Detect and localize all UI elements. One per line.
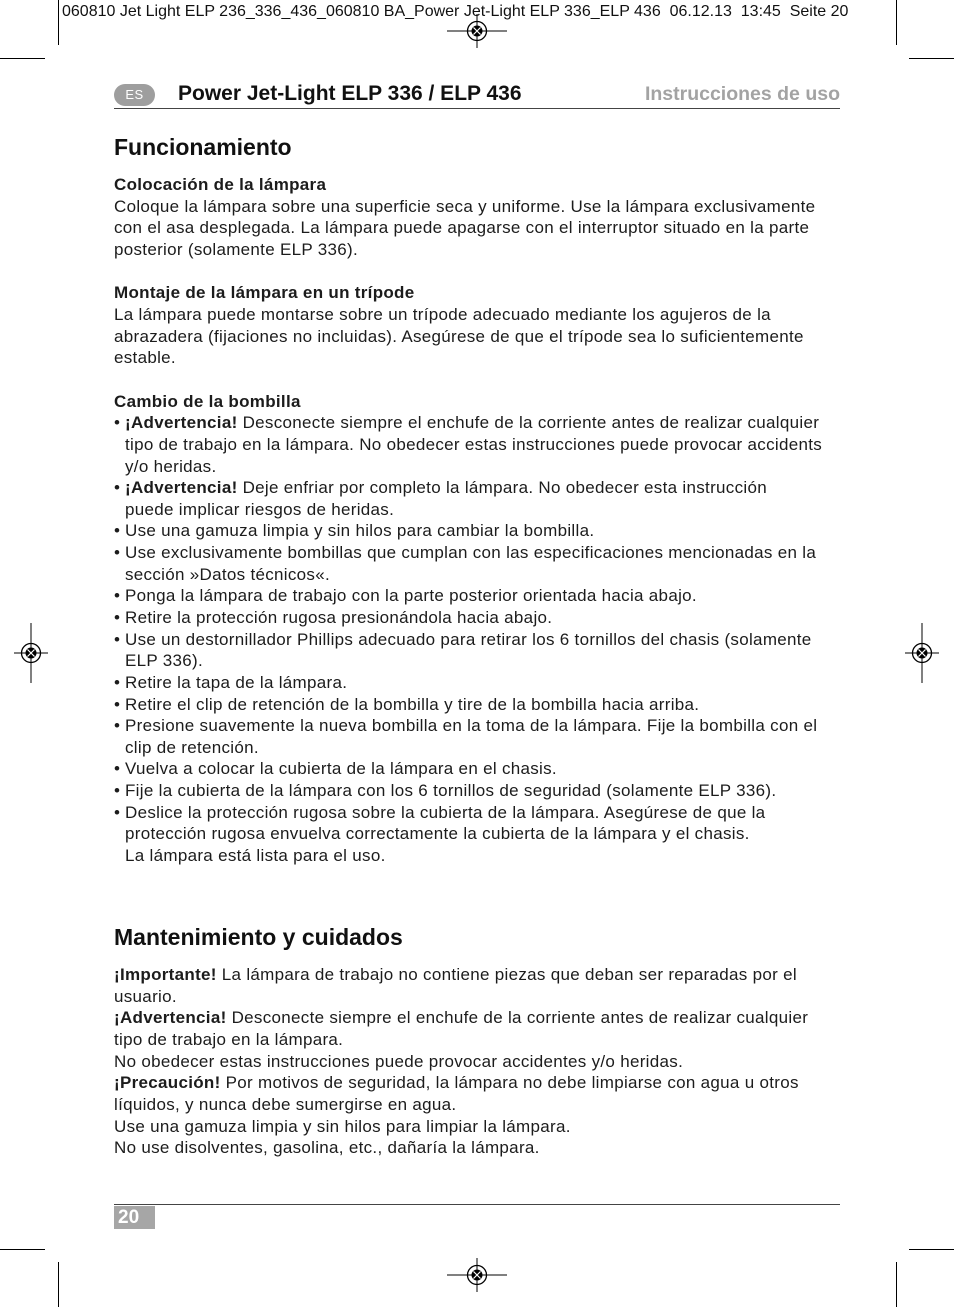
body-line-text: La lámpara de trabajo no contiene piezas que deban ser reparadas por el: [221, 965, 797, 985]
body-line: con el asa desplegada. La lámpara puede apagarse con el interruptor situado en la parte: [114, 218, 810, 238]
list-item-text: Use un destornillador Phillips adecuado para retirar los 6 tornillos del chasis (solamente: [125, 629, 812, 649]
list-item: [114, 758, 840, 780]
body-line: usuario.: [114, 986, 177, 1006]
body-line: Coloque la lámpara sobre una superficie seca y uniforme. Use la lámpara exclusivamente: [114, 196, 816, 216]
list-item-continuation: clip de retención.: [125, 737, 259, 757]
body-line: La lámpara puede montarse sobre un trípode adecuado mediante los agujeros de la: [114, 305, 771, 325]
subheading-tripod-mounting: Montaje de la lámpara en un trípode: [114, 283, 415, 303]
bullet-marker: [114, 780, 120, 802]
bullet-marker: [114, 802, 120, 824]
body-line: estable.: [114, 348, 176, 368]
header-rule: [114, 108, 840, 109]
list-item: [114, 542, 840, 564]
list-item: [114, 715, 840, 737]
list-item: [114, 780, 840, 802]
list-item-text: Ponga la lámpara de trabajo con la parte posterior orientada hacia abajo.: [125, 586, 697, 606]
list-item-text: Deje enfriar por completo la lámpara. No obedecer esta instrucción: [242, 478, 767, 498]
list-item-text: Deslice la protección rugosa sobre la cubierta de la lámpara. Asegúrese de que la: [125, 802, 766, 822]
bullet-marker: [114, 520, 120, 542]
bullet-marker: [114, 607, 120, 629]
body-line: No use disolventes, gasolina, etc., dañaría la lámpara.: [114, 1138, 540, 1158]
subheading-lamp-placement: Colocación de la lámpara: [114, 175, 327, 195]
list-item: [114, 629, 840, 651]
list-item-text: Use una gamuza limpia y sin hilos para cambiar la bombilla.: [125, 521, 595, 541]
list-item-text: Presione suavemente la nueva bombilla en la toma de la lámpara. Fije la bombilla con el: [125, 716, 818, 736]
list-item-text: Retire el clip de retención de la bombilla y tire de la bombilla hacia arriba.: [125, 694, 700, 714]
list-item-continuation: sección »Datos técnicos«.: [125, 564, 330, 584]
footer-rule: [114, 1204, 840, 1205]
list-item-text: Desconecte siempre el enchufe de la corriente antes de realizar cualquier: [242, 413, 820, 433]
list-item-text: Use exclusivamente bombillas que cumplan con las especificaciones mencionadas en la: [125, 543, 817, 563]
list-item-continuation: tipo de trabajo en la lámpara. No obedecer estas instrucciones puede provocar accidents: [125, 434, 823, 454]
list-item: [114, 802, 840, 824]
body-line: Use una gamuza limpia y sin hilos para limpiar la lámpara.: [114, 1116, 571, 1136]
list-item-text: Retire la tapa de la lámpara.: [125, 672, 348, 692]
section-body-operation: [114, 174, 840, 867]
list-item: [114, 520, 840, 542]
bullet-marker: [114, 715, 120, 737]
caution-label: ¡Precaución!: [114, 1073, 221, 1093]
warning-label: ¡Advertencia!: [125, 413, 238, 433]
language-badge: ES: [114, 84, 155, 106]
list-item-continuation: y/o heridas.: [125, 456, 217, 476]
important-label: ¡Importante!: [114, 965, 217, 985]
bullet-marker: [114, 412, 120, 434]
list-item-continuation: puede implicar riesgos de heridas.: [125, 499, 395, 519]
registration-mark-left: [14, 623, 48, 683]
list-item: [114, 607, 840, 629]
bullet-marker: [114, 629, 120, 651]
print-slug: 060810 Jet Light ELP 236_336_436_060810 BA_Power Jet-Light ELP 336_ELP 436 06.12.13 13:45 Seite 20: [62, 3, 849, 20]
bullet-marker: [114, 542, 120, 564]
list-item: [114, 412, 840, 434]
list-item: [114, 477, 840, 499]
bullet-marker: [114, 694, 120, 716]
bullet-marker: [114, 585, 120, 607]
list-item: [114, 585, 840, 607]
body-line: [114, 964, 840, 986]
registration-mark-bottom: [447, 1258, 507, 1292]
paragraph-gap: [114, 369, 840, 391]
section-heading-maintenance: Mantenimiento y cuidados: [114, 924, 403, 950]
document-type: Instrucciones de uso: [644, 83, 840, 105]
warning-label: ¡Advertencia!: [125, 478, 238, 498]
list-item-text: Retire la protección rugosa presionándola hacia abajo.: [125, 608, 553, 627]
section-heading-operation: Funcionamiento: [114, 134, 292, 160]
product-title: Power Jet-Light ELP 336 / ELP 436: [178, 82, 522, 105]
list-item: [114, 694, 840, 716]
list-item-continuation: protección rugosa envuelva correctamente la cubierta de la lámpara y el chasis.: [125, 824, 750, 844]
body-line-text: Por motivos de seguridad, la lámpara no debe limpiarse con agua u otros: [225, 1073, 799, 1093]
section-body-maintenance: [114, 964, 840, 1159]
bullet-marker: [114, 672, 120, 694]
body-line-text: Desconecte siempre el enchufe de la corriente antes de realizar cualquier: [231, 1008, 809, 1028]
body-line: [114, 1007, 840, 1029]
body-line: tipo de trabajo en la lámpara.: [114, 1030, 344, 1050]
body-line: [114, 1072, 840, 1094]
subheading-bulb-change: Cambio de la bombilla: [114, 391, 301, 411]
bullet-list: [114, 412, 840, 866]
list-item-text: Fije la cubierta de la lámpara con los 6 tornillos de seguridad (solamente ELP 336).: [125, 781, 777, 801]
body-line: abrazadera (fijaciones no incluidas). Asegúrese de que el trípode sea lo suficientemente: [114, 326, 804, 346]
bullet-marker: [114, 477, 120, 499]
list-item-continuation: La lámpara está lista para el uso.: [125, 846, 386, 866]
body-line: No obedecer estas instrucciones puede provocar accidentes y/o heridas.: [114, 1051, 684, 1071]
body-line: posterior (solamente ELP 336).: [114, 240, 358, 260]
list-item-text: Vuelva a colocar la cubierta de la lámpara en el chasis.: [125, 759, 557, 779]
registration-mark-right: [905, 623, 939, 683]
list-item-continuation: ELP 336).: [125, 651, 203, 671]
list-item: [114, 672, 840, 694]
page-number: 20: [114, 1206, 155, 1229]
paragraph-gap: [114, 261, 840, 283]
body-line: líquidos, y nunca debe sumergirse en agua.: [114, 1095, 457, 1115]
bullet-marker: [114, 758, 120, 780]
warning-label: ¡Advertencia!: [114, 1008, 227, 1028]
